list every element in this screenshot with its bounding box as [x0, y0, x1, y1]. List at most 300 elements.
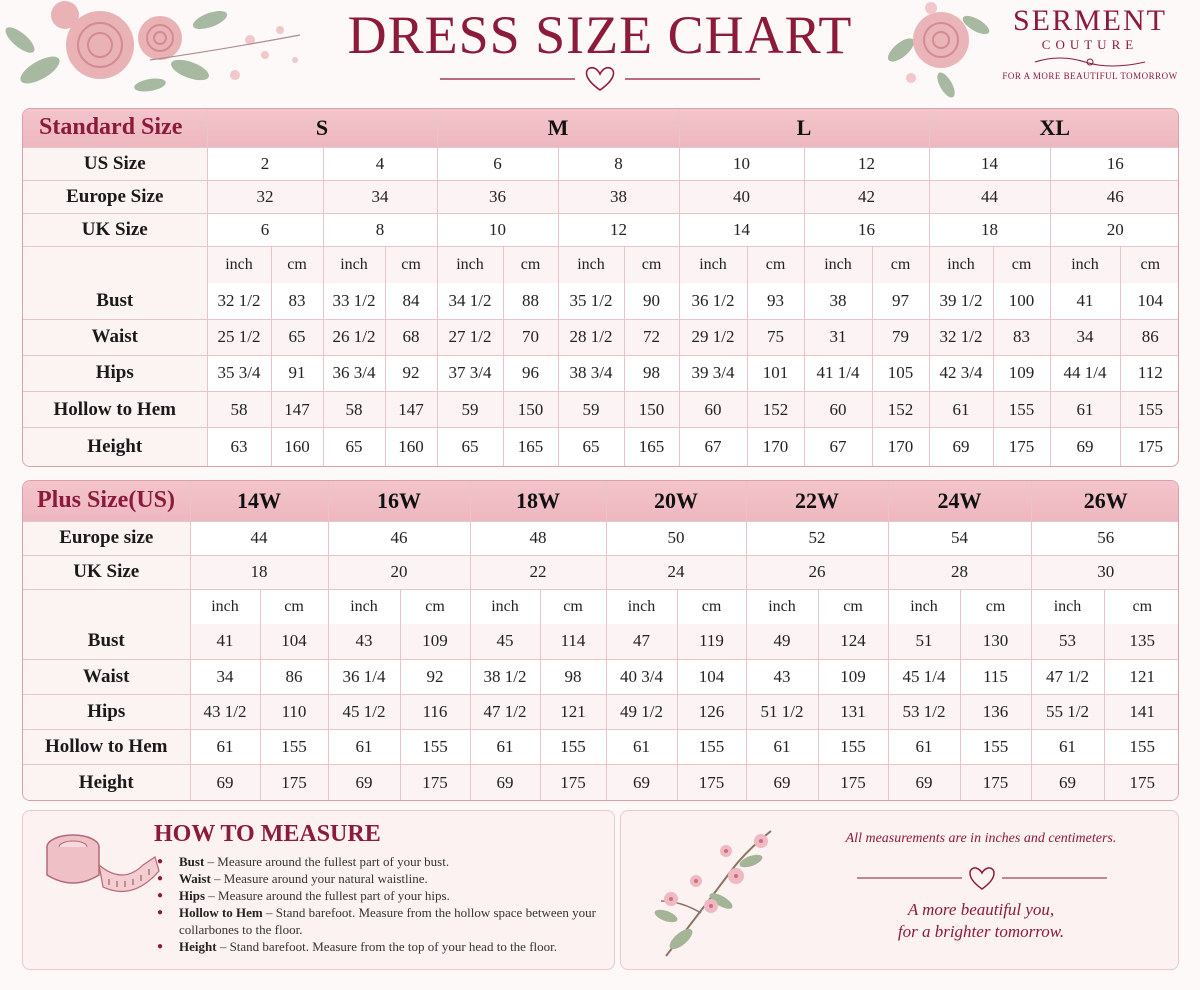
row-label: Bust: [23, 624, 190, 659]
table-cell: 92: [400, 659, 470, 694]
table-row: [23, 428, 1179, 466]
table-cell: 65: [437, 428, 503, 466]
uk-size-cell: 16: [804, 214, 929, 247]
plus-size-20w: 20W: [606, 481, 746, 521]
table-cell: 124: [818, 624, 888, 659]
table-cell: 40 3/4: [606, 659, 677, 694]
table-cell: 58: [207, 392, 271, 428]
table-cell: 47 1/2: [470, 694, 540, 729]
page-header: [0, 0, 1200, 104]
row-label: UK Size: [23, 555, 190, 589]
row-label: Bust: [23, 283, 207, 319]
table-cell: 60: [679, 392, 747, 428]
table-cell: 43 1/2: [190, 694, 260, 729]
table-cell: 67: [679, 428, 747, 466]
table-row: [23, 624, 1179, 659]
measure-term: Waist: [179, 871, 211, 886]
us-size-cell: 12: [804, 147, 929, 180]
table-cell: 155: [818, 729, 888, 764]
rose-bouquet-right-icon: [886, 0, 996, 100]
us-size-cell: 2: [207, 147, 323, 180]
table-cell: 47 1/2: [1031, 659, 1104, 694]
table-cell: 155: [260, 729, 328, 764]
europe-size-cell: 46: [328, 521, 470, 555]
table-cell: 84: [385, 283, 437, 319]
row-label: Hollow to Hem: [23, 729, 190, 764]
table-cell: 34: [1050, 319, 1120, 355]
table-cell: 68: [385, 319, 437, 355]
table-cell: 96: [503, 355, 558, 391]
unit-inch: inch: [1031, 589, 1104, 624]
table-cell: 116: [400, 694, 470, 729]
uk-size-cell: 12: [558, 214, 679, 247]
list-item: [155, 904, 605, 938]
list-item: [155, 887, 605, 904]
table-cell: 44 1/4: [1050, 355, 1120, 391]
table-cell: 147: [385, 392, 437, 428]
table-cell: 83: [993, 319, 1050, 355]
table-cell: 170: [747, 428, 804, 466]
table-cell: 86: [260, 659, 328, 694]
how-to-measure-title: HOW TO MEASURE: [154, 821, 381, 847]
table-cell: 31: [804, 319, 872, 355]
table-cell: 92: [385, 355, 437, 391]
slogan: [801, 899, 1161, 943]
unit-inch: inch: [207, 247, 271, 283]
table-cell: 88: [503, 283, 558, 319]
table-cell: 38 3/4: [558, 355, 624, 391]
measure-term: Hips: [179, 888, 206, 903]
uk-size-row: [23, 555, 1179, 589]
table-cell: 55 1/2: [1031, 694, 1104, 729]
table-cell: 79: [872, 319, 929, 355]
uk-size-cell: 30: [1031, 555, 1179, 589]
unit-row-label: [23, 247, 207, 283]
table-cell: 136: [960, 694, 1031, 729]
table-cell: 41: [1050, 283, 1120, 319]
europe-size-cell: 54: [888, 521, 1031, 555]
plus-size-14w: 14W: [190, 481, 328, 521]
unit-cm: cm: [677, 589, 746, 624]
table-cell: 27 1/2: [437, 319, 503, 355]
table-cell: 58: [323, 392, 385, 428]
size-group-l: L: [679, 109, 929, 147]
measure-term: Height: [179, 939, 217, 954]
table-cell: 150: [624, 392, 679, 428]
table-cell: 104: [260, 624, 328, 659]
table-cell: 42 3/4: [929, 355, 993, 391]
table-cell: 59: [437, 392, 503, 428]
table-cell: 155: [960, 729, 1031, 764]
unit-inch: inch: [437, 247, 503, 283]
unit-inch: inch: [746, 589, 818, 624]
unit-row: [23, 247, 1179, 283]
table-cell: 98: [624, 355, 679, 391]
table-cell: 155: [677, 729, 746, 764]
table-cell: 38 1/2: [470, 659, 540, 694]
europe-size-cell: 44: [190, 521, 328, 555]
size-group-s: S: [207, 109, 437, 147]
table-cell: 61: [328, 729, 400, 764]
table-cell: 39 1/2: [929, 283, 993, 319]
list-item: [155, 853, 605, 870]
table-cell: 69: [1031, 764, 1104, 801]
plus-size-18w: 18W: [470, 481, 606, 521]
table-cell: 69: [746, 764, 818, 801]
table-row: [23, 659, 1179, 694]
unit-cm: cm: [503, 247, 558, 283]
europe-size-row: [23, 180, 1179, 213]
table-cell: 34 1/2: [437, 283, 503, 319]
table-cell: 147: [271, 392, 323, 428]
table-cell: 43: [328, 624, 400, 659]
table-cell: 150: [503, 392, 558, 428]
uk-size-cell: 26: [746, 555, 888, 589]
table-cell: 69: [470, 764, 540, 801]
table-cell: 32 1/2: [207, 283, 271, 319]
table-cell: 110: [260, 694, 328, 729]
table-cell: 115: [960, 659, 1031, 694]
row-label: US Size: [23, 147, 207, 180]
plus-size-26w: 26W: [1031, 481, 1179, 521]
table-cell: 61: [190, 729, 260, 764]
table-cell: 98: [540, 659, 606, 694]
table-cell: 49: [746, 624, 818, 659]
row-label: Europe size: [23, 521, 190, 555]
table-cell: 160: [385, 428, 437, 466]
table-cell: 109: [400, 624, 470, 659]
table-cell: 26 1/2: [323, 319, 385, 355]
uk-size-cell: 24: [606, 555, 746, 589]
table-cell: 135: [1104, 624, 1179, 659]
europe-size-cell: 44: [929, 180, 1050, 213]
unit-cm: cm: [400, 589, 470, 624]
table-cell: 61: [888, 729, 960, 764]
unit-cm: cm: [540, 589, 606, 624]
unit-inch: inch: [1050, 247, 1120, 283]
us-size-row: [23, 147, 1179, 180]
table-cell: 69: [328, 764, 400, 801]
plus-size-24w: 24W: [888, 481, 1031, 521]
table-cell: 35 3/4: [207, 355, 271, 391]
table-row: [23, 694, 1179, 729]
plus-size-16w: 16W: [328, 481, 470, 521]
unit-cm: cm: [1120, 247, 1179, 283]
unit-inch: inch: [558, 247, 624, 283]
table-cell: 41 1/4: [804, 355, 872, 391]
unit-cm: cm: [260, 589, 328, 624]
europe-size-cell: 34: [323, 180, 437, 213]
table-cell: 165: [503, 428, 558, 466]
list-item: [155, 938, 605, 955]
uk-size-cell: 28: [888, 555, 1031, 589]
table-cell: 72: [624, 319, 679, 355]
measure-term: Hollow to Hem: [179, 905, 263, 920]
table-cell: 141: [1104, 694, 1179, 729]
table-cell: 36 1/4: [328, 659, 400, 694]
table-cell: 175: [1104, 764, 1179, 801]
table-cell: 155: [1120, 392, 1179, 428]
heart-divider-icon: [857, 863, 1107, 893]
europe-size-cell: 56: [1031, 521, 1179, 555]
table-cell: 53 1/2: [888, 694, 960, 729]
table-cell: 47: [606, 624, 677, 659]
unit-inch: inch: [888, 589, 960, 624]
unit-cm: cm: [818, 589, 888, 624]
table-cell: 175: [540, 764, 606, 801]
table-cell: 29 1/2: [679, 319, 747, 355]
measure-text: – Measure around the fullest part of your hips.: [205, 888, 450, 903]
note-panel: [620, 810, 1179, 970]
table-cell: 175: [960, 764, 1031, 801]
table-cell: 97: [872, 283, 929, 319]
uk-size-cell: 18: [190, 555, 328, 589]
unit-cm: cm: [747, 247, 804, 283]
measure-term: Bust: [179, 854, 205, 869]
table-cell: 121: [540, 694, 606, 729]
table-cell: 61: [470, 729, 540, 764]
table-cell: 59: [558, 392, 624, 428]
uk-size-cell: 22: [470, 555, 606, 589]
table-cell: 45 1/4: [888, 659, 960, 694]
us-size-cell: 8: [558, 147, 679, 180]
unit-cm: cm: [993, 247, 1050, 283]
us-size-cell: 6: [437, 147, 558, 180]
size-group-xl: XL: [929, 109, 1179, 147]
table-cell: 104: [1120, 283, 1179, 319]
unit-inch: inch: [679, 247, 747, 283]
us-size-cell: 14: [929, 147, 1050, 180]
europe-size-row: [23, 521, 1179, 555]
table-cell: 126: [677, 694, 746, 729]
standard-size-table: [22, 108, 1179, 467]
table-cell: 37 3/4: [437, 355, 503, 391]
standard-size-heading: Standard Size: [23, 109, 207, 147]
table-cell: 63: [207, 428, 271, 466]
table-cell: 86: [1120, 319, 1179, 355]
europe-size-cell: 40: [679, 180, 804, 213]
row-label: Hips: [23, 355, 207, 391]
table-cell: 34: [190, 659, 260, 694]
table-cell: 60: [804, 392, 872, 428]
row-label: Europe Size: [23, 180, 207, 213]
unit-inch: inch: [929, 247, 993, 283]
slogan-line-1: A more beautiful you,: [907, 900, 1055, 919]
table-cell: 100: [993, 283, 1050, 319]
row-label: Waist: [23, 659, 190, 694]
flourish-icon: [1025, 54, 1155, 70]
table-cell: 155: [400, 729, 470, 764]
table-cell: 160: [271, 428, 323, 466]
table-cell: 114: [540, 624, 606, 659]
measure-text: – Measure around your natural waistline.: [210, 871, 428, 886]
row-label: UK Size: [23, 214, 207, 247]
table-cell: 33 1/2: [323, 283, 385, 319]
table-cell: 170: [872, 428, 929, 466]
unit-inch: inch: [804, 247, 872, 283]
row-label: Hips: [23, 694, 190, 729]
measuring-tape-icon: [43, 825, 163, 903]
row-label: Height: [23, 428, 207, 466]
table-row: [23, 729, 1179, 764]
table-cell: 109: [818, 659, 888, 694]
measure-list: [155, 853, 605, 955]
table-cell: 175: [677, 764, 746, 801]
table-cell: 65: [323, 428, 385, 466]
table-cell: 65: [558, 428, 624, 466]
table-cell: 69: [888, 764, 960, 801]
us-size-cell: 10: [679, 147, 804, 180]
table-cell: 93: [747, 283, 804, 319]
table-row: [23, 392, 1179, 428]
plus-size-heading: Plus Size(US): [23, 481, 190, 521]
unit-inch: inch: [470, 589, 540, 624]
table-cell: 61: [746, 729, 818, 764]
table-cell: 155: [540, 729, 606, 764]
plus-size-table: [22, 480, 1179, 801]
table-cell: 130: [960, 624, 1031, 659]
table-cell: 112: [1120, 355, 1179, 391]
table-cell: 121: [1104, 659, 1179, 694]
table-cell: 175: [1120, 428, 1179, 466]
table-cell: 61: [1050, 392, 1120, 428]
uk-size-cell: 10: [437, 214, 558, 247]
unit-row: [23, 589, 1179, 624]
table-cell: 51: [888, 624, 960, 659]
uk-size-cell: 18: [929, 214, 1050, 247]
uk-size-cell: 14: [679, 214, 804, 247]
table-cell: 131: [818, 694, 888, 729]
table-cell: 155: [993, 392, 1050, 428]
europe-size-cell: 32: [207, 180, 323, 213]
uk-size-row: [23, 214, 1179, 247]
table-cell: 36 3/4: [323, 355, 385, 391]
unit-cm: cm: [271, 247, 323, 283]
row-label: Waist: [23, 319, 207, 355]
table-cell: 43: [746, 659, 818, 694]
europe-size-cell: 38: [558, 180, 679, 213]
table-cell: 28 1/2: [558, 319, 624, 355]
table-cell: 35 1/2: [558, 283, 624, 319]
table-cell: 152: [872, 392, 929, 428]
list-item: [155, 870, 605, 887]
table-cell: 104: [677, 659, 746, 694]
table-cell: 65: [271, 319, 323, 355]
table-cell: 32 1/2: [929, 319, 993, 355]
table-cell: 152: [747, 392, 804, 428]
table-cell: 69: [929, 428, 993, 466]
table-cell: 61: [606, 729, 677, 764]
brand-sub: COUTURE: [1041, 37, 1139, 52]
table-cell: 41: [190, 624, 260, 659]
measure-text: – Measure around the fullest part of your bust.: [204, 854, 450, 869]
slogan-line-2: for a brighter tomorrow.: [897, 922, 1065, 941]
table-cell: 61: [929, 392, 993, 428]
table-cell: 45: [470, 624, 540, 659]
table-cell: 175: [260, 764, 328, 801]
how-to-measure-panel: [22, 810, 615, 970]
europe-size-cell: 52: [746, 521, 888, 555]
uk-size-cell: 6: [207, 214, 323, 247]
table-cell: 175: [818, 764, 888, 801]
table-cell: 61: [1031, 729, 1104, 764]
row-label: Hollow to Hem: [23, 392, 207, 428]
table-cell: 36 1/2: [679, 283, 747, 319]
uk-size-cell: 20: [328, 555, 470, 589]
table-cell: 75: [747, 319, 804, 355]
brand-logo: [998, 4, 1182, 82]
table-cell: 51 1/2: [746, 694, 818, 729]
unit-cm: cm: [624, 247, 679, 283]
table-cell: 38: [804, 283, 872, 319]
table-cell: 155: [1104, 729, 1179, 764]
europe-size-cell: 42: [804, 180, 929, 213]
table-cell: 53: [1031, 624, 1104, 659]
unit-cm: cm: [385, 247, 437, 283]
page-title: DRESS SIZE CHART: [347, 5, 853, 65]
table-cell: 83: [271, 283, 323, 319]
table-cell: 67: [804, 428, 872, 466]
table-cell: 90: [624, 283, 679, 319]
unit-inch: inch: [190, 589, 260, 624]
europe-size-cell: 36: [437, 180, 558, 213]
table-row: [23, 764, 1179, 801]
unit-cm: cm: [960, 589, 1031, 624]
table-cell: 105: [872, 355, 929, 391]
europe-size-cell: 46: [1050, 180, 1179, 213]
unit-inch: inch: [323, 247, 385, 283]
table-cell: 119: [677, 624, 746, 659]
table-cell: 91: [271, 355, 323, 391]
table-cell: 39 3/4: [679, 355, 747, 391]
us-size-cell: 4: [323, 147, 437, 180]
table-cell: 25 1/2: [207, 319, 271, 355]
table-row: [23, 283, 1179, 319]
table-row: [23, 355, 1179, 391]
unit-row-label: [23, 589, 190, 624]
table-cell: 69: [1050, 428, 1120, 466]
row-label: Height: [23, 764, 190, 801]
brand-tagline: FOR A MORE BEAUTIFUL TOMORROW: [1002, 71, 1178, 81]
table-cell: 49 1/2: [606, 694, 677, 729]
table-row: [23, 319, 1179, 355]
table-cell: 70: [503, 319, 558, 355]
table-cell: 165: [624, 428, 679, 466]
uk-size-cell: 20: [1050, 214, 1179, 247]
table-cell: 175: [400, 764, 470, 801]
brand-name: SERMENT: [1012, 4, 1167, 37]
blossom-branch-icon: [641, 821, 781, 961]
table-cell: 101: [747, 355, 804, 391]
heart-divider-icon: [440, 64, 760, 94]
europe-size-cell: 50: [606, 521, 746, 555]
table-cell: 69: [606, 764, 677, 801]
table-cell: 45 1/2: [328, 694, 400, 729]
size-group-m: M: [437, 109, 679, 147]
unit-inch: inch: [606, 589, 677, 624]
europe-size-cell: 48: [470, 521, 606, 555]
unit-inch: inch: [328, 589, 400, 624]
uk-size-cell: 8: [323, 214, 437, 247]
unit-cm: cm: [1104, 589, 1179, 624]
units-note: All measurements are in inches and centimeters.: [845, 831, 1117, 846]
table-cell: 175: [993, 428, 1050, 466]
plus-size-22w: 22W: [746, 481, 888, 521]
measure-text: – Stand barefoot. Measure from the hollow space between your collarbones to the floor.: [179, 905, 596, 937]
table-cell: 109: [993, 355, 1050, 391]
rose-bouquet-left-icon: [0, 0, 310, 104]
table-cell: 69: [190, 764, 260, 801]
